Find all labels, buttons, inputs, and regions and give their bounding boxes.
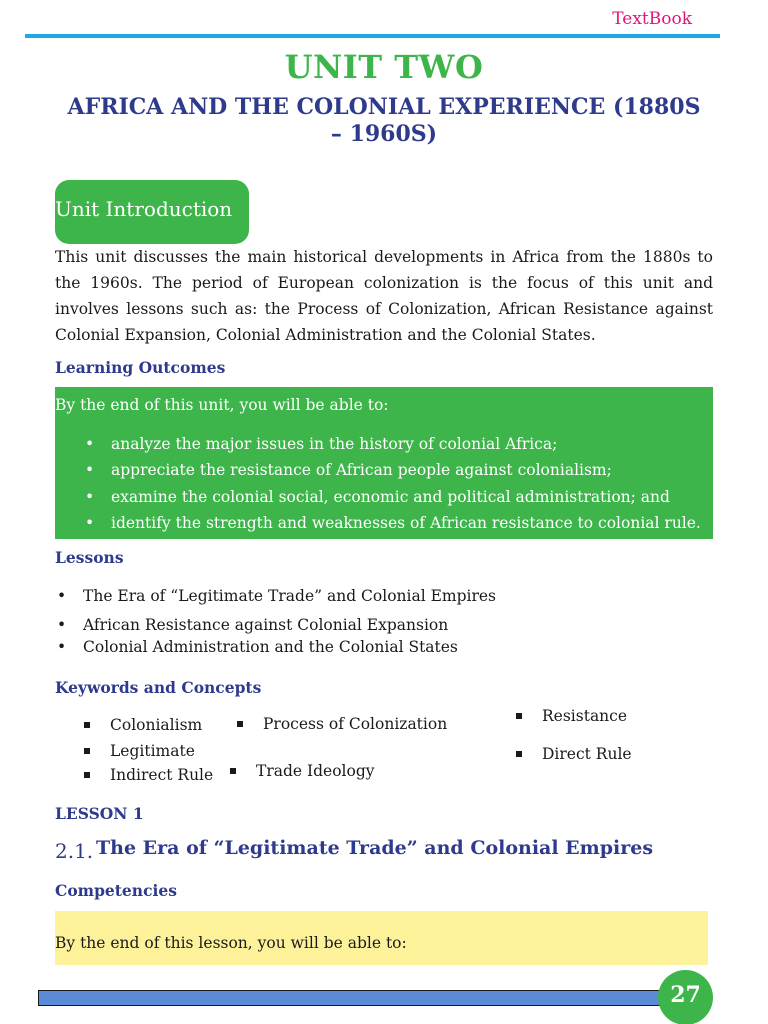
learning-outcome-item: • examine the colonial social, economic and political administration; and bbox=[85, 484, 701, 510]
lessons-list bbox=[55, 585, 496, 607]
square-bullet-icon bbox=[237, 721, 243, 727]
lesson-label: LESSON 1 bbox=[55, 804, 144, 823]
keyword-item: Direct Rule bbox=[542, 745, 632, 763]
learning-outcomes-list bbox=[85, 431, 701, 536]
unit-introduction-text: This unit discusses the main historical developments in Africa from the 1880s to the 1960s. The period of European colonization is the focus of this unit and involves lessons such as: the Process of Colonization, African Resistance against Colonial Expansion, Colonial Administration and the Colonial States. bbox=[55, 248, 713, 344]
unit-subtitle: AFRICA AND THE COLONIAL EXPERIENCE (1880S – 1960S) bbox=[67, 94, 701, 147]
learning-outcome-item: • analyze the major issues in the history of colonial Africa; bbox=[85, 431, 701, 457]
keyword-item: Legitimate bbox=[110, 742, 195, 760]
lessons-list-continued bbox=[55, 614, 458, 658]
lesson-number: 2.1. bbox=[55, 839, 94, 863]
textbook-label: TextBook bbox=[612, 9, 692, 29]
learning-outcome-item: • appreciate the resistance of African people against colonialism; bbox=[85, 457, 701, 483]
footer-bar bbox=[38, 990, 663, 1006]
keyword-item: Resistance bbox=[542, 707, 627, 725]
unit-introduction-heading: Unit Introduction bbox=[55, 197, 233, 221]
lessons-heading: Lessons bbox=[55, 548, 124, 567]
competencies-intro: By the end of this lesson, you will be able to: bbox=[55, 934, 407, 952]
keyword-item: Trade Ideology bbox=[256, 762, 375, 780]
keywords-heading: Keywords and Concepts bbox=[55, 678, 262, 697]
competencies-heading: Competencies bbox=[55, 881, 177, 900]
learning-outcomes-intro: By the end of this unit, you will be able to: bbox=[55, 396, 389, 414]
lesson-title: The Era of “Legitimate Trade” and Colonial Empires bbox=[96, 837, 654, 859]
square-bullet-icon bbox=[84, 772, 90, 778]
learning-outcome-item: • identify the strength and weaknesses of African resistance to colonial rule. bbox=[85, 510, 701, 536]
lesson-item: • African Resistance against Colonial Expansion bbox=[55, 614, 458, 636]
square-bullet-icon bbox=[516, 713, 522, 719]
keyword-item: Colonialism bbox=[110, 716, 202, 734]
lesson-item: • The Era of “Legitimate Trade” and Colonial Empires bbox=[55, 585, 496, 607]
header-rule bbox=[25, 34, 720, 38]
square-bullet-icon bbox=[516, 751, 522, 757]
page-number: 27 bbox=[670, 982, 701, 1008]
square-bullet-icon bbox=[84, 748, 90, 754]
unit-title: UNIT TWO bbox=[284, 48, 484, 86]
learning-outcomes-heading: Learning Outcomes bbox=[55, 358, 226, 377]
keyword-item: Process of Colonization bbox=[263, 715, 447, 733]
square-bullet-icon bbox=[230, 768, 236, 774]
square-bullet-icon bbox=[84, 722, 90, 728]
lesson-item: • Colonial Administration and the Colonial States bbox=[55, 636, 458, 658]
keyword-item: Indirect Rule bbox=[110, 766, 213, 784]
